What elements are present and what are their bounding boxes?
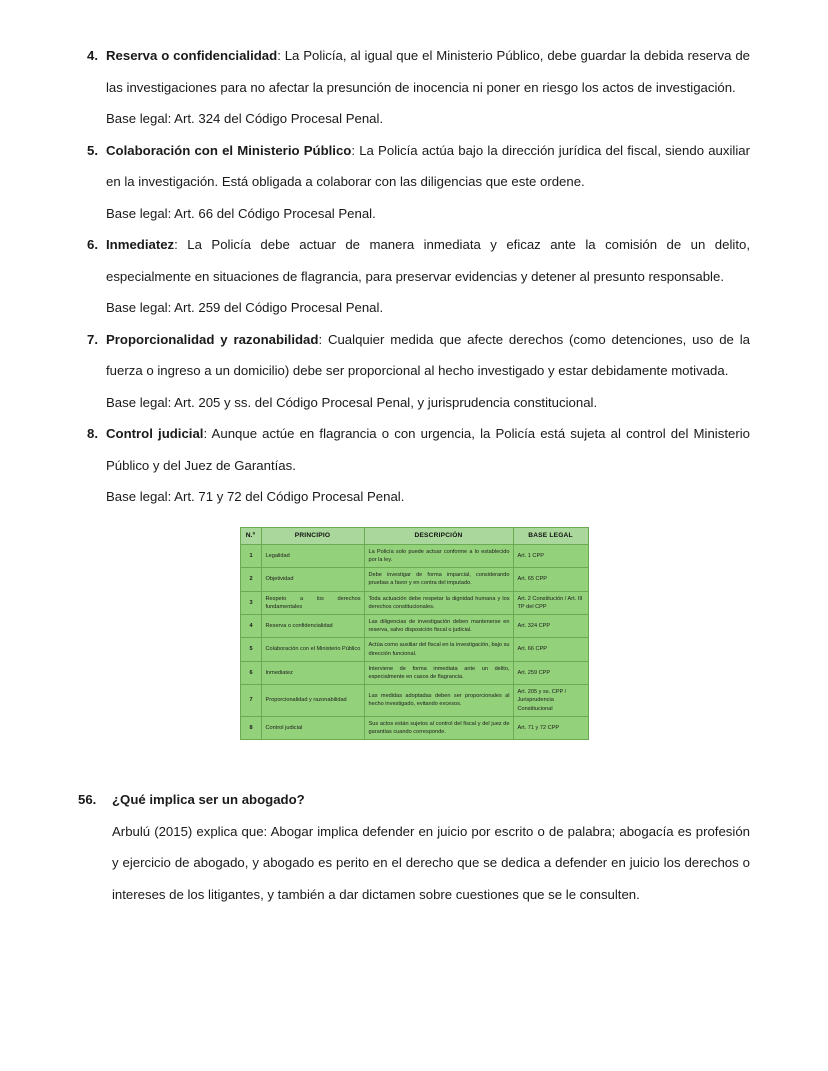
table-cell-base-legal: Art. 65 CPP — [513, 568, 588, 591]
table-body — [240, 544, 588, 739]
table-cell-num: 1 — [240, 544, 261, 567]
table-row — [240, 638, 588, 661]
list-item-body — [106, 418, 750, 481]
list-item — [78, 229, 750, 324]
table-cell-base-legal: Art. 2 Constitución / Art. III TP del CPP — [513, 591, 588, 614]
principles-list — [78, 40, 750, 513]
list-item-body — [106, 229, 750, 292]
table-cell-base-legal: Art. 71 y 72 CPP — [513, 716, 588, 739]
table-header-cell-num: N.º — [240, 527, 261, 544]
table-head — [240, 527, 588, 544]
list-item-number: 8. — [87, 426, 98, 441]
question-block — [78, 784, 750, 910]
principles-table — [240, 527, 589, 741]
table-row — [240, 685, 588, 717]
table-cell-base-legal: Art. 259 CPP — [513, 661, 588, 684]
list-item-number: 4. — [87, 48, 98, 63]
question-answer: Arbulú (2015) explica que: Abogar implica defender en juicio por escrito o de palabra; abogacía es profesión y ejercicio de abogado, y abogado es perito en el derecho que se dedica a defender en juicio los derechos o intereses de los litigantes, y también a dar dictamen sobre cuestiones que se le consulten. — [112, 823, 750, 902]
list-item-text: : Cualquier medida que afecte derechos (como detenciones, uso de la fuerza o ingreso a un domicilio) debe ser proporcional al hecho investigado y estar debidamente motivada. — [106, 331, 750, 378]
list-item-base-legal: Base legal: Art. 259 del Código Procesal Penal. — [106, 300, 384, 315]
list-item — [78, 324, 750, 419]
table-header-cell-principio: PRINCIPIO — [261, 527, 364, 544]
table-cell-num: 4 — [240, 614, 261, 637]
list-item-title: Control judicial — [106, 426, 204, 441]
list-item-title: Inmediatez — [106, 237, 175, 252]
table-cell-principio: Respeto a los derechos fundamentales — [261, 591, 364, 614]
table-cell-num: 8 — [240, 716, 261, 739]
list-item — [78, 135, 750, 230]
table-cell-base-legal: Art. 1 CPP — [513, 544, 588, 567]
table-cell-base-legal: Art. 324 CPP — [513, 614, 588, 637]
list-item — [78, 40, 750, 135]
table-cell-principio: Control judicial — [261, 716, 364, 739]
list-item-base-legal: Base legal: Art. 66 del Código Procesal Penal. — [106, 205, 376, 221]
table-cell-principio: Reserva o confidencialidad — [261, 614, 364, 637]
list-item-number: 7. — [87, 331, 98, 347]
table-cell-base-legal: Art. 205 y ss. CPP / Jurisprudencia Constitucional — [513, 685, 588, 717]
list-item-number: 5. — [87, 142, 98, 158]
table-cell-descripcion: Las medidas adoptadas deben ser proporcionales al hecho investigado, evitando excesos. — [364, 685, 513, 717]
list-item-body — [106, 40, 750, 103]
table-header-cell-base-legal: BASE LEGAL — [513, 527, 588, 544]
table-cell-num: 7 — [240, 685, 261, 717]
table-cell-num: 3 — [240, 591, 261, 614]
table-cell-principio: Inmediatez — [261, 661, 364, 684]
table-row — [240, 614, 588, 637]
table-row — [240, 591, 588, 614]
list-item — [78, 418, 750, 513]
list-item-body — [106, 135, 750, 198]
table-cell-num: 5 — [240, 638, 261, 661]
list-item-base-legal: Base legal: Art. 205 y ss. del Código Procesal Penal, y jurisprudencia constitucional. — [106, 394, 598, 410]
table-cell-base-legal: Art. 66 CPP — [513, 638, 588, 661]
list-item-text: : La Policía, al igual que el Ministerio Público, debe guardar la debida reserva de las investigaciones para no afectar la presunción de inocencia ni poner en riesgo los actos de investigación. — [106, 48, 750, 95]
table-cell-descripcion: Toda actuación debe respetar la dignidad humana y los derechos constitucionales. — [364, 591, 513, 614]
table-cell-descripcion: Las diligencias de investigación deben mantenerse en reserva, salvo disposición fiscal o judicial. — [364, 614, 513, 637]
table-cell-principio: Colaboración con el Ministerio Público — [261, 638, 364, 661]
table-cell-descripcion: Interviene de forma inmediata ante un delito, especialmente en casos de flagrancia. — [364, 661, 513, 684]
table-cell-num: 6 — [240, 661, 261, 684]
table-cell-descripcion: La Policía solo puede actuar conforme a lo establecido por la ley. — [364, 544, 513, 567]
table-header-cell-descripcion: DESCRIPCIÓN — [364, 527, 513, 544]
table-cell-principio: Objetividad — [261, 568, 364, 591]
table-cell-descripcion: Actúa como auxiliar del fiscal en la investigación, bajo su dirección funcional. — [364, 638, 513, 661]
list-item-title: Reserva o confidencialidad — [106, 48, 278, 63]
table-header-row — [240, 527, 588, 544]
principles-table-wrapper — [78, 527, 750, 741]
table-row — [240, 716, 588, 739]
list-item-body — [106, 324, 750, 387]
table-cell-principio: Proporcionalidad y razonabilidad — [261, 685, 364, 717]
table-cell-descripcion: Sus actos están sujetos al control del fiscal y del juez de garantías cuando corresponde. — [364, 716, 513, 739]
list-item-title: Colaboración con el Ministerio Público — [106, 142, 352, 158]
table-cell-principio: Legalidad — [261, 544, 364, 567]
list-item-base-legal: Base legal: Art. 324 del Código Procesal Penal. — [106, 111, 384, 126]
table-row — [240, 661, 588, 684]
list-item-title: Proporcionalidad y razonabilidad — [106, 331, 319, 347]
list-item-number: 6. — [87, 237, 98, 252]
question-title: ¿Qué implica ser un abogado? — [112, 792, 305, 808]
list-item-text: : Aunque actúe en flagrancia o con urgencia, la Policía está sujeta al control del Ministerio Público y del Juez de Garantías. — [106, 426, 750, 473]
list-item-text: : La Policía actúa bajo la dirección jurídica del fiscal, siendo auxiliar en la investigación. Está obligada a colaborar con las diligencias que este ordene. — [106, 142, 750, 189]
question-number: 56. — [78, 792, 97, 808]
list-item-base-legal: Base legal: Art. 71 y 72 del Código Procesal Penal. — [106, 489, 405, 504]
table-cell-num: 2 — [240, 568, 261, 591]
table-cell-descripcion: Debe investigar de forma imparcial, considerando pruebas a favor y en contra del imputado. — [364, 568, 513, 591]
list-item-text: : La Policía debe actuar de manera inmediata y eficaz ante la comisión de un delito, especialmente en situaciones de flagrancia, para preservar evidencias y detener al presunto responsable. — [106, 237, 750, 284]
table-row — [240, 544, 588, 567]
table-row — [240, 568, 588, 591]
